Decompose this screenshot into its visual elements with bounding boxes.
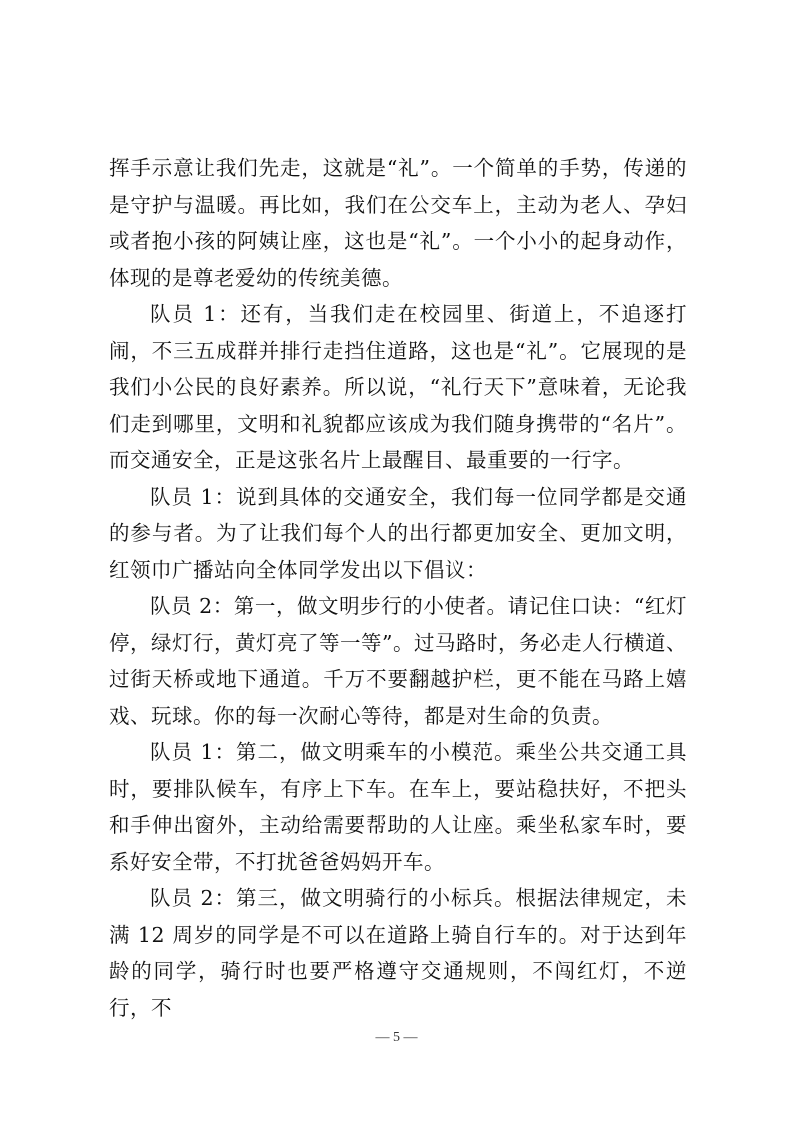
paragraph-member2-walking: 队员 2：第一，做文明步行的小使者。请记住口诀：“红灯停，绿灯行，黄灯亮了等一等”。过马路时，务必走人行横道、过街天桥或地下通道。千万不要翻越护栏，更不能在马路上嬉戏、玩球。你的每一次耐心等待，都是对生命的负责。 <box>109 594 687 728</box>
paragraph-member2-cycling: 队员 2：第三，做文明骑行的小标兵。根据法律规定，未满 12 周岁的同学是不可以在道路上骑自行车的。对于达到年龄的同学，骑行时也要严格遵守交通规则，不闯红灯，不逆行，不 <box>109 886 687 1020</box>
document-body <box>109 150 687 1026</box>
paragraph-member1-courtesy: 队员 1：还有，当我们走在校园里、街道上，不追逐打闹，不三五成群并排行走挡住道路，这也是“礼”。它展现的是我们小公民的良好素养。所以说，“礼行天下”意味着，无论我们走到哪里，文明和礼貌都应该成为我们随身携带的“名片”。而交通安全，正是这张名片上最醒目、最重要的一行字。 <box>109 302 687 472</box>
page-number: — 5 — <box>375 1030 418 1045</box>
paragraph-member1-initiative: 队员 1：说到具体的交通安全，我们每一位同学都是交通的参与者。为了让我们每个人的出行都更加安全、更加文明，红领巾广播站向全体同学发出以下倡议： <box>109 484 687 582</box>
paragraph-member1-riding: 队员 1：第二，做文明乘车的小模范。乘坐公共交通工具时，要排队候车，有序上下车。在车上，要站稳扶好，不把头和手伸出窗外，主动给需要帮助的人让座。乘坐私家车时，要系好安全带，不打扰爸爸妈妈开车。 <box>109 740 687 874</box>
paragraph-continuation: 挥手示意让我们先走，这就是“礼”。一个简单的手势，传递的是守护与温暖。再比如，我们在公交车上，主动为老人、孕妇或者抱小孩的阿姨让座，这也是“礼”。一个小小的起身动作，体现的是尊老爱幼的传统美德。 <box>109 156 687 290</box>
